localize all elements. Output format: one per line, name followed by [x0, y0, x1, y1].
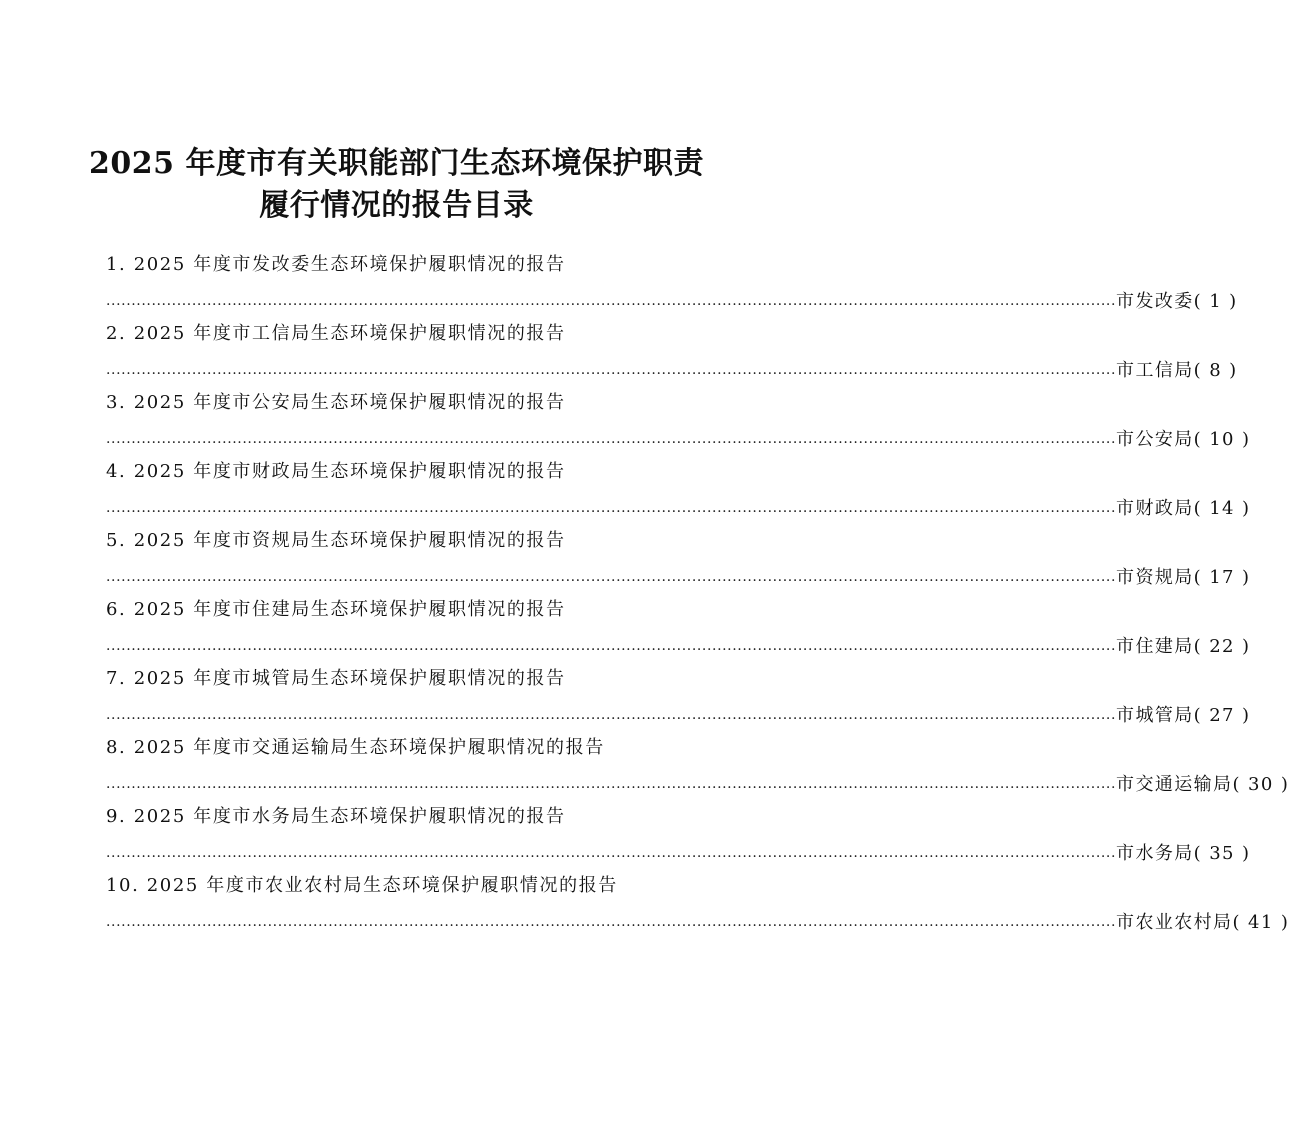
table-of-contents: [106, 248, 1289, 938]
toc-entry-leader: [106, 489, 1251, 523]
toc-entry-page: ( 30 ): [1232, 774, 1289, 795]
toc-entry-dept: 市城管局: [1116, 705, 1194, 726]
toc-entry-page: ( 14 ): [1193, 498, 1251, 519]
toc-entry-title: 4. 2025 年度市财政局生态环境保护履职情况的报告: [106, 461, 566, 482]
toc-entry-dept: 市资规局: [1116, 567, 1194, 588]
toc-entry-leader: [106, 696, 1251, 730]
toc-entry-page: ( 41 ): [1232, 912, 1289, 933]
toc-entry-7[interactable]: [106, 662, 1251, 731]
toc-entry-title: 10. 2025 年度市农业农村局生态环境保护履职情况的报告: [106, 875, 618, 896]
toc-entry-dept: 市交通运输局: [1116, 774, 1233, 795]
toc-entry-page: ( 8 ): [1193, 360, 1238, 381]
toc-entry-dept: 市发改委: [1116, 291, 1194, 312]
toc-entry-title: 1. 2025 年度市发改委生态环境保护履职情况的报告: [106, 254, 566, 275]
toc-entry-title: 3. 2025 年度市公安局生态环境保护履职情况的报告: [106, 392, 566, 413]
toc-entry-5[interactable]: [106, 524, 1251, 593]
dot-leader: ........................................................................................................................................................................................................: [106, 362, 1117, 378]
toc-entry-1[interactable]: [106, 248, 1238, 317]
toc-entry-title: 6. 2025 年度市住建局生态环境保护履职情况的报告: [106, 599, 566, 620]
toc-entry-dept: 市住建局: [1116, 636, 1194, 657]
toc-entry-leader: [106, 834, 1251, 868]
dot-leader: ........................................................................................................................................................................................................: [106, 569, 1117, 585]
toc-entry-leader: [106, 420, 1251, 454]
document-title-line1: 2025 年度市有关职能部门生态环境保护职责: [89, 146, 704, 181]
toc-entry-dept: 市公安局: [1116, 429, 1194, 450]
toc-entry-title: 2. 2025 年度市工信局生态环境保护履职情况的报告: [106, 323, 566, 344]
toc-entry-3[interactable]: [106, 386, 1251, 455]
toc-entry-10[interactable]: [106, 869, 1289, 938]
dot-leader: ........................................................................................................................................................................................................: [106, 707, 1117, 723]
document-title-line2: 履行情况的报告目录: [259, 188, 534, 223]
toc-entry-9[interactable]: [106, 800, 1251, 869]
toc-entry-page: ( 17 ): [1193, 567, 1251, 588]
toc-entry-leader: [106, 282, 1238, 316]
toc-entry-leader: [106, 903, 1289, 937]
toc-entry-page: ( 22 ): [1193, 636, 1251, 657]
dot-leader: ........................................................................................................................................................................................................: [106, 293, 1117, 309]
toc-entry-dept: 市水务局: [1116, 843, 1194, 864]
toc-entry-page: ( 10 ): [1193, 429, 1251, 450]
dot-leader: ........................................................................................................................................................................................................: [106, 638, 1117, 654]
dot-leader: ........................................................................................................................................................................................................: [106, 776, 1117, 792]
toc-entry-leader: [106, 765, 1289, 799]
toc-entry-page: ( 1 ): [1193, 291, 1238, 312]
toc-entry-dept: 市财政局: [1116, 498, 1194, 519]
dot-leader: ........................................................................................................................................................................................................: [106, 500, 1117, 516]
toc-entry-8[interactable]: [106, 731, 1289, 800]
toc-entry-leader: [106, 627, 1251, 661]
toc-entry-6[interactable]: [106, 593, 1251, 662]
dot-leader: ........................................................................................................................................................................................................: [106, 914, 1117, 930]
toc-entry-dept: 市工信局: [1116, 360, 1194, 381]
toc-entry-page: ( 27 ): [1193, 705, 1251, 726]
toc-entry-leader: [106, 351, 1238, 385]
toc-entry-title: 8. 2025 年度市交通运输局生态环境保护履职情况的报告: [106, 737, 605, 758]
toc-entry-page: ( 35 ): [1193, 843, 1251, 864]
toc-entry-4[interactable]: [106, 455, 1251, 524]
toc-entry-title: 9. 2025 年度市水务局生态环境保护履职情况的报告: [106, 806, 566, 827]
dot-leader: ........................................................................................................................................................................................................: [106, 431, 1117, 447]
dot-leader: ........................................................................................................................................................................................................: [106, 845, 1117, 861]
toc-entry-dept: 市农业农村局: [1116, 912, 1233, 933]
toc-entry-2[interactable]: [106, 317, 1238, 386]
toc-entry-title: 5. 2025 年度市资规局生态环境保护履职情况的报告: [106, 530, 566, 551]
toc-entry-leader: [106, 558, 1251, 592]
toc-entry-title: 7. 2025 年度市城管局生态环境保护履职情况的报告: [106, 668, 566, 689]
